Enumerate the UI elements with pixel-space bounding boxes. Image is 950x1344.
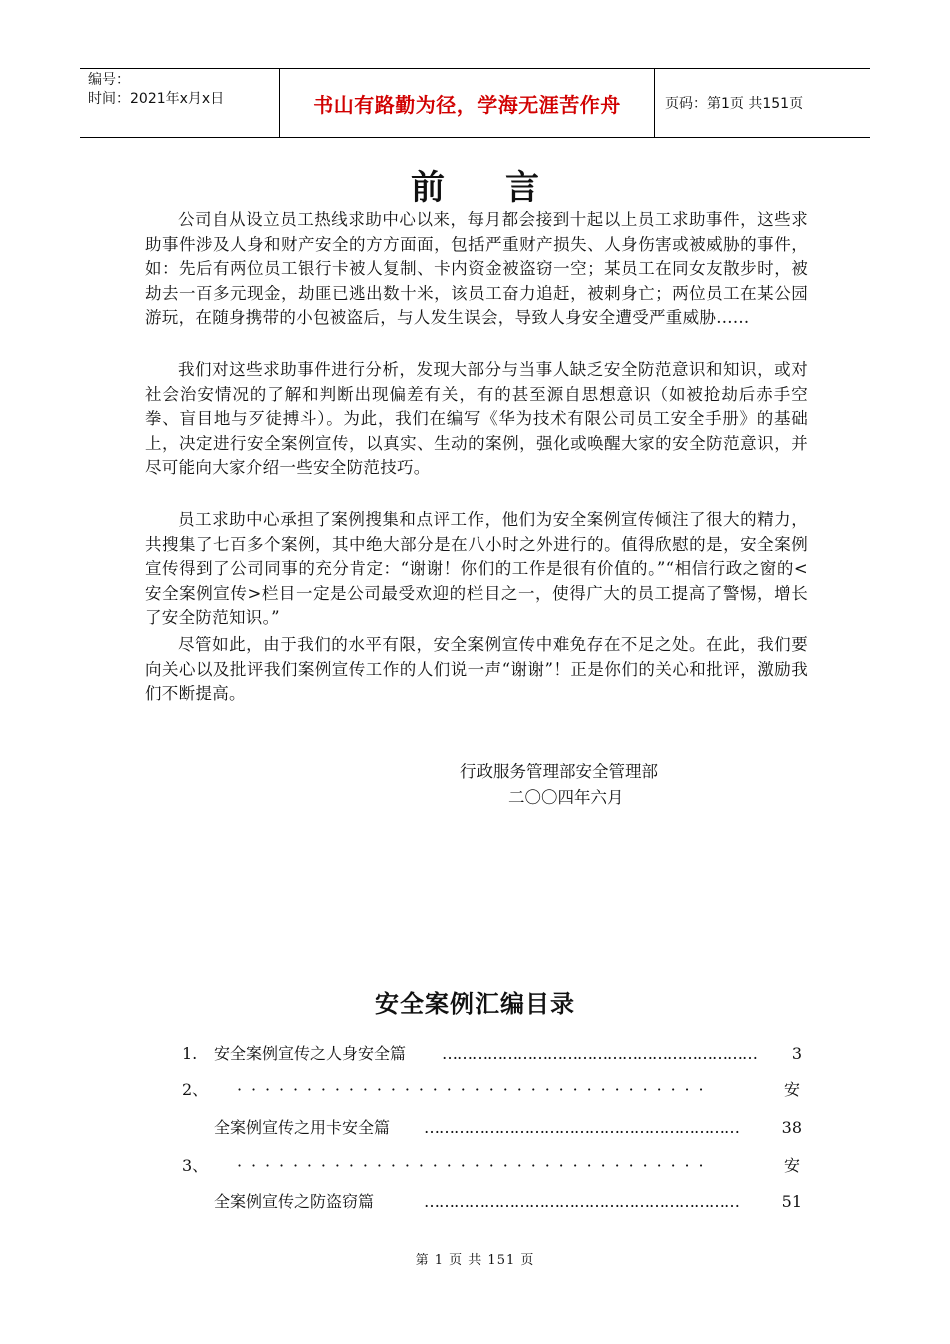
- toc-item-page[interactable]: 3: [791, 1044, 802, 1063]
- toc-item-text-start[interactable]: 安: [783, 1156, 800, 1175]
- signature-department: 行政服务管理部安全管理部: [460, 762, 658, 781]
- header-motto-cell: [280, 69, 655, 137]
- toc-item-text[interactable]: 全案例宣传之用卡安全篇: [214, 1118, 391, 1137]
- header-meta-cell: [80, 69, 280, 137]
- motto-text: 书山有路勤为径，学海无涯苦作舟: [313, 92, 621, 117]
- toc-item-leader: ………………………………………………………: [442, 1044, 757, 1063]
- toc-item-leader: ………………………………………………………: [424, 1118, 739, 1137]
- doc-date: 时间：2021年x月x日: [88, 91, 225, 107]
- toc-item-number: 2、: [182, 1080, 209, 1099]
- toc-item-leader: ………………………………………………………: [424, 1192, 739, 1211]
- preface-paragraph-2: 我们对这些求助事件进行分析，发现大部分与当事人缺乏安全防范意识和知识，或对社会治安情况的了解和判断出现偏差有关，有的甚至源自思想意识（如被抢劫后赤手空拳、盲目地与歹徒搏斗）。为此，我们在编写《华为技术有限公司员工安全手册》的基础上，决定进行安全案例宣传，以真实、生动的案例，强化或唤醒大家的安全防范意识，并尽可能向大家介绍一些安全防范技巧。: [145, 360, 808, 477]
- toc-item-text[interactable]: 安全案例宣传之人身安全篇: [214, 1044, 407, 1063]
- header-table: [80, 68, 870, 138]
- doc-number-label: 编号：: [88, 72, 130, 88]
- preface-title: 前言: [411, 168, 599, 208]
- preface-paragraph-4: 尽管如此，由于我们的水平有限，安全案例宣传中难免存在不足之处。在此，我们要向关心以及批评我们案例宣传工作的人们说一声“谢谢”！正是你们的关心和批评，激励我们不断提高。: [145, 635, 808, 703]
- toc-item-page[interactable]: 51: [781, 1192, 802, 1211]
- page-footer: 第 1 页 共 151 页: [415, 1253, 535, 1268]
- header-page-cell: [655, 69, 870, 137]
- toc-item-dots: ··································: [237, 1080, 713, 1099]
- preface-paragraph-3: 员工求助中心承担了案例搜集和点评工作，他们为安全案例宣传倾注了很大的精力，共搜集了七百多个案例，其中绝大部分是在八小时之外进行的。值得欣慰的是，安全案例宣传得到了公司同事的充分肯定：“谢谢！你们的工作是很有价值的。”“相信行政之窗的<安全案例宣传>栏目一定是公司最受欢迎的栏目之一，使得广大的员工提高了警惕，增长了安全防范知识。”: [145, 510, 808, 627]
- toc-item-text[interactable]: 全案例宣传之防盗窃篇: [214, 1192, 375, 1211]
- page-info: 页码：第1页 共151页: [665, 96, 804, 112]
- signature-date: 二〇〇四年六月: [508, 788, 624, 807]
- toc-item-text-start[interactable]: 安: [783, 1080, 800, 1099]
- preface-paragraph-1: 公司自从设立员工热线求助中心以来，每月都会接到十起以上员工求助事件，这些求助事件涉及人身和财产安全的方方面面，包括严重财产损失、人身伤害或被威胁的事件，如：先后有两位员工银行卡被人复制、卡内资金被盗窃一空；某员工在同女友散步时，被劫去一百多元现金，劫匪已逃出数十米，该员工奋力追赶，被刺身亡；两位员工在某公园游玩，在随身携带的小包被盗后，与人发生误会，导致人身安全遭受严重威胁......: [145, 210, 808, 327]
- toc-item-dots: ··································: [237, 1156, 713, 1175]
- toc-title: 安全案例汇编目录: [375, 989, 575, 1018]
- toc-item-number: 3、: [182, 1156, 209, 1175]
- toc-item-page[interactable]: 38: [781, 1118, 802, 1137]
- toc-item-number: 1.: [182, 1044, 198, 1063]
